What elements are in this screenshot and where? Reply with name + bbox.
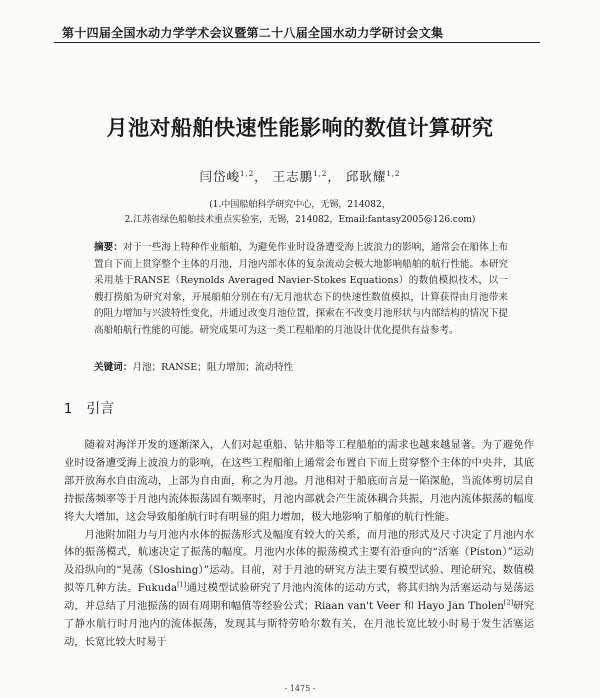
page-number: - 1475 - (284, 684, 316, 693)
author-affiliation-mark: 1,2 (386, 169, 401, 178)
author-name: 王志鹏 (272, 169, 314, 184)
citation-mark: [1] (177, 580, 187, 589)
author-name: 闫岱峻 (199, 169, 241, 184)
author-separator: ， (327, 169, 341, 184)
paragraph-text: 通过模型试验研究了月池内流体的运动方式，将其归纳为活塞运动与晃荡运动，并总结了月池振荡的固有周期和幅值等经验公式；Riaan van't Veer 和 Hayo Jan Tholen (64, 582, 534, 613)
author-name: 邱耿耀 (345, 169, 387, 184)
citation-mark: [2] (503, 598, 514, 607)
affiliation-line (62, 212, 538, 225)
section-number: 1 (64, 402, 73, 417)
body-paragraph (64, 437, 534, 527)
keywords-colon: ： (122, 362, 133, 373)
paragraph-text: 月池附加阻力与月池内水体的振荡形式及幅度有较大的关系，而月池的形式及尺寸决定了月池内水体的振荡模式，航速决定了振荡的幅度。月池内水体的振荡模式主要有沿垂向的“活塞（Piston）”运动及沿纵向的“晃荡（Sloshing）”运动。目前，对于月池的研究方法主要有模型试验、理论研究、数值模拟等几种方法。Fukuda (64, 528, 534, 595)
abstract-label: 摘要 (94, 242, 114, 253)
body-paragraph (64, 527, 534, 652)
paragraph-text: 研究了静水航行时月池内的流体振荡，发现其与斯特劳哈尔数有关，在月池长宽比较小时易于发生活塞运动，长宽比较大时易于 (64, 600, 535, 648)
abstract-colon: ： (113, 242, 123, 253)
affiliation-text: (1.中国船舶科学研究中心，无锡，214082， (209, 200, 391, 210)
keywords-label: 关键词 (94, 362, 123, 373)
paper-title: 月池对船舶快速性能影响的数值计算研究 (106, 116, 494, 140)
abstract (94, 240, 508, 339)
paragraph-text: 随着对海洋开发的逐渐深入，人们对起重船、钻井船等工程船舶的需求也越来越显著。为了避免作业时设备遭受海上波浪力的影响，在这些工程船舶上通常会布置自下而上贯穿整个主体的中央井，其底部开放海水自由流动，上部为自由面，称之为月池。月池相对于船底而言是一陷深舱，当流体剪切层自持振荡频率等于月池内流体振荡固有频率时，月池内部就会产生流体耦合共振，月池内流体振荡的幅度将大大增加，这会导致船舶航行时有明显的阻力增加，极大地影响了船舶的航行性能。 (64, 439, 534, 523)
author-affiliation-mark: 1,2 (313, 169, 328, 178)
section-title: 引言 (86, 401, 115, 417)
author-affiliation-mark: 1,2 (240, 169, 255, 178)
affiliation-line (62, 197, 538, 210)
keywords-text: 月池；RANSE；阻力增加；流动特性 (132, 362, 294, 373)
body-text (64, 437, 534, 652)
keywords (94, 359, 508, 373)
affiliation-text: 2.江苏省绿色船舶技术重点实验室，无锡，214082，Email:fantasy2005@126.com) (124, 215, 476, 225)
abstract-text: 对于一些海上特种作业船舶，为避免作业时设备遭受海上波浪力的影响，通常会在船体上布置自下而上贯穿整个主体的月池，月池内部水体的复杂流动会极大地影响船舶的航行性能。本研究采用基于RANSE（Reynolds Averaged Navier-Stokes Equations）的数值模拟技术，以一艘打捞船为研究对象，开展船舶分别在有/无月池状态下的快速性数值模拟，计算获得由月池带来的阻力增加与兴波特性变化，并通过改变月池位置，探索在不改变月池形状与内部结构的情况下提高船舶航行性能的可能。研究成果可为这一类工程船舶的月池设计优化提供有益参考。 (94, 242, 509, 336)
author-list (62, 167, 538, 185)
header-rule (54, 42, 540, 43)
section-heading (64, 398, 114, 418)
author-separator: ， (254, 169, 268, 184)
running-header: 第十四届全国水动力学学术会议暨第二十八届全国水动力学研讨会文集 (62, 26, 444, 40)
